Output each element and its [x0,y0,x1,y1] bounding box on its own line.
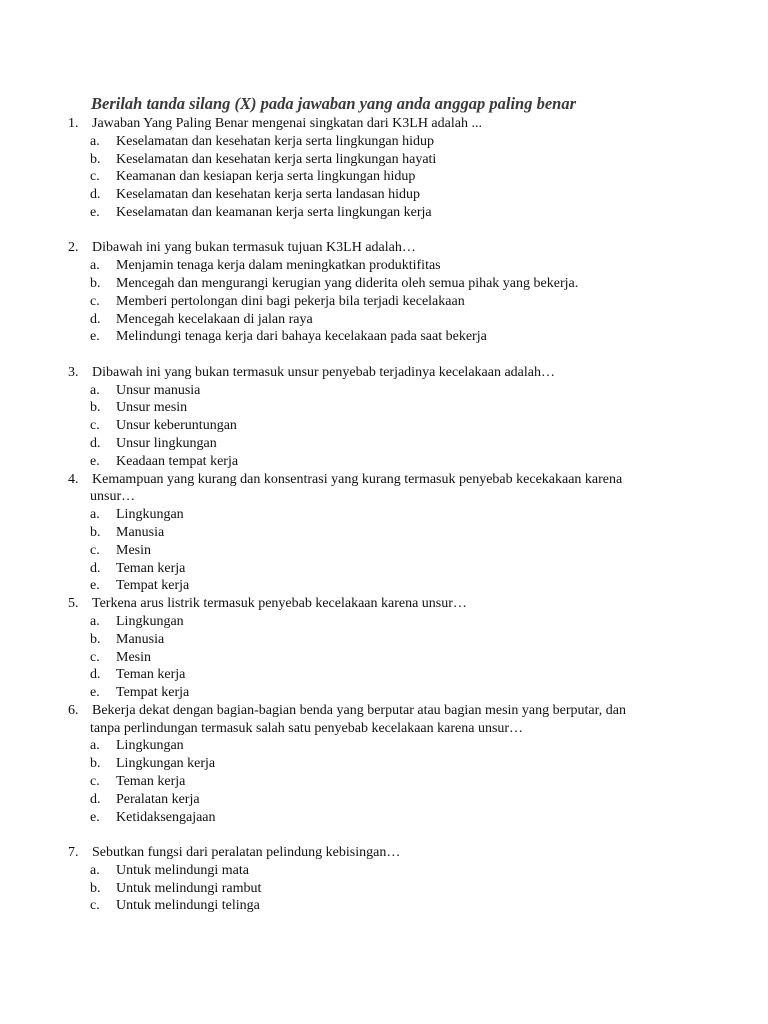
question-text: Terkena arus listrik termasuk penyebab kecelakaan karena unsur… [92,596,467,612]
answer-option[interactable] [68,204,708,222]
answer-options [68,133,708,222]
option-text: Keamanan dan kesiapan kerja serta lingkungan hidup [116,169,416,185]
option-text: Memberi pertolongan dini bagi pekerja bila terjadi kecelakaan [116,293,465,309]
option-letter: c. [90,542,100,558]
option-text: Unsur keberuntungan [116,418,237,434]
answer-option[interactable] [68,382,708,400]
option-text: Keselamatan dan kesehatan kerja serta lingkungan hayati [116,151,437,167]
option-letter: e. [90,578,100,594]
option-text: Untuk melindungi telinga [116,898,260,914]
option-letter: e. [90,809,100,825]
answer-option[interactable] [68,666,708,684]
question-2 [68,239,708,346]
option-letter: a. [90,738,100,754]
answer-option[interactable] [68,311,708,329]
option-letter: b. [90,400,101,416]
option-letter: a. [90,382,100,398]
question-line [68,471,708,489]
option-text: Unsur lingkungan [116,435,217,451]
answer-option[interactable] [68,862,708,880]
answer-option[interactable] [68,417,708,435]
answer-option[interactable] [68,328,708,346]
option-text: Keselamatan dan kesehatan kerja serta lingkungan hidup [116,133,434,149]
option-text: Unsur manusia [116,382,201,398]
option-letter: e. [90,453,100,469]
answer-option[interactable] [68,506,708,524]
option-letter: c. [90,774,100,790]
answer-option[interactable] [68,435,708,453]
question-3 [68,364,708,471]
answer-option[interactable] [68,649,708,667]
option-text: Ketidaksengajaan [116,809,216,825]
answer-option[interactable] [68,773,708,791]
answer-option[interactable] [68,186,708,204]
option-text: Tempat kerja [116,578,190,594]
answer-options [68,382,708,471]
question-6 [68,702,708,827]
option-text: Keadaan tempat kerja [116,453,239,469]
question-7 [68,844,708,915]
answer-option[interactable] [68,613,708,631]
answer-option[interactable] [68,560,708,578]
option-text: Melindungi tenaga kerja dari bahaya kecelakaan pada saat bekerja [116,329,487,345]
option-letter: c. [90,293,100,309]
answer-option[interactable] [68,542,708,560]
option-letter: b. [90,524,101,540]
option-text: Mencegah kecelakaan di jalan raya [116,311,313,327]
question-line [68,702,708,720]
question-number: 2. [68,240,79,256]
answer-options [68,613,708,702]
option-text: Teman kerja [116,560,186,576]
answer-options [68,257,708,346]
option-text: Lingkungan kerja [116,756,216,772]
option-letter: b. [90,756,101,772]
option-text: Tempat kerja [116,685,190,701]
question-5 [68,595,708,702]
question-text-continuation: unsur… [90,489,136,505]
answer-options [68,737,708,826]
answer-option[interactable] [68,880,708,898]
question-number: 1. [68,116,79,131]
option-letter: b. [90,880,101,896]
option-text: Peralatan kerja [116,791,200,807]
option-text: Keselamatan dan keamanan kerja serta lingkungan kerja [116,204,432,220]
option-letter: a. [90,507,100,523]
option-letter: e. [90,685,100,701]
question-line [68,115,708,133]
option-letter: c. [90,169,100,185]
option-letter: b. [90,275,101,291]
option-text: Lingkungan [116,613,184,629]
question-text-continuation: tanpa perlindungan termasuk salah satu penyebab kecelakaan karena unsur… [90,720,524,736]
answer-option[interactable] [68,755,708,773]
answer-option[interactable] [68,897,708,915]
question-line [68,239,708,257]
answer-option[interactable] [68,133,708,151]
option-letter: d. [90,667,101,683]
question-text: Dibawah ini yang bukan termasuk unsur penyebab terjadinya kecelakaan adalah… [92,364,555,380]
option-text: Untuk melindungi mata [116,862,249,878]
option-text: Lingkungan [116,738,184,754]
option-letter: c. [90,418,100,434]
answer-option[interactable] [68,168,708,186]
question-number: 5. [68,596,79,612]
answer-option[interactable] [68,275,708,293]
answer-option[interactable] [68,151,708,169]
option-letter: e. [90,204,100,220]
option-text: Untuk melindungi rambut [116,880,262,896]
option-letter: d. [90,560,101,576]
option-letter: a. [90,258,100,274]
option-letter: a. [90,133,100,149]
question-1 [68,115,708,222]
question-number: 6. [68,702,79,718]
answer-option[interactable] [68,809,708,827]
question-line [68,364,708,382]
question-line [68,595,708,613]
option-letter: b. [90,631,101,647]
option-letter: d. [90,435,101,451]
option-letter: a. [90,613,100,629]
answer-option[interactable] [68,737,708,755]
question-4 [68,471,708,596]
option-letter: d. [90,187,101,203]
option-text: Mesin [116,649,151,665]
answer-options [68,506,708,595]
question-number: 3. [68,364,79,380]
question-number: 4. [68,471,79,487]
option-text: Keselamatan dan kesehatan kerja serta landasan hidup [116,187,420,203]
option-text: Menjamin tenaga kerja dalam meningkatkan produktifitas [116,258,441,274]
answer-option[interactable] [68,631,708,649]
answer-option[interactable] [68,577,708,595]
option-text: Mesin [116,542,151,558]
option-letter: c. [90,898,100,914]
option-text: Manusia [116,524,165,540]
answer-option[interactable] [68,524,708,542]
option-text: Teman kerja [116,774,186,790]
question-text: Jawaban Yang Paling Benar mengenai singkatan dari K3LH adalah ... [92,116,482,131]
option-letter: b. [90,151,101,167]
option-text: Teman kerja [116,667,186,683]
question-number: 7. [68,845,79,861]
option-letter: d. [90,791,101,807]
answer-option[interactable] [68,684,708,702]
answer-option[interactable] [68,791,708,809]
option-text: Unsur mesin [116,400,188,416]
option-letter: e. [90,329,100,345]
question-text: Dibawah ini yang bukan termasuk tujuan K3LH adalah… [92,240,416,256]
question-text: Kemampuan yang kurang dan konsentrasi yang kurang termasuk penyebab kecekakaan karena [92,471,623,487]
option-letter: d. [90,311,101,327]
option-text: Lingkungan [116,507,184,523]
option-text: Mencegah dan mengurangi kerugian yang diderita oleh semua pihak yang bekerja. [116,275,579,291]
instruction-heading: Berilah tanda silang (X) pada jawaban yang anda anggap paling benar [91,94,577,113]
answer-option[interactable] [68,453,708,471]
answer-option[interactable] [68,293,708,311]
answer-option[interactable] [68,399,708,417]
answer-options [68,862,708,915]
option-letter: c. [90,649,100,665]
question-line [68,844,708,862]
question-text: Bekerja dekat dengan bagian-bagian benda yang berputar atau bagian mesin yang berputar, dan [92,702,626,718]
question-text: Sebutkan fungsi dari peralatan pelindung kebisingan… [92,845,401,861]
option-text: Manusia [116,631,165,647]
option-letter: a. [90,862,100,878]
answer-option[interactable] [68,257,708,275]
question-list [68,115,708,915]
